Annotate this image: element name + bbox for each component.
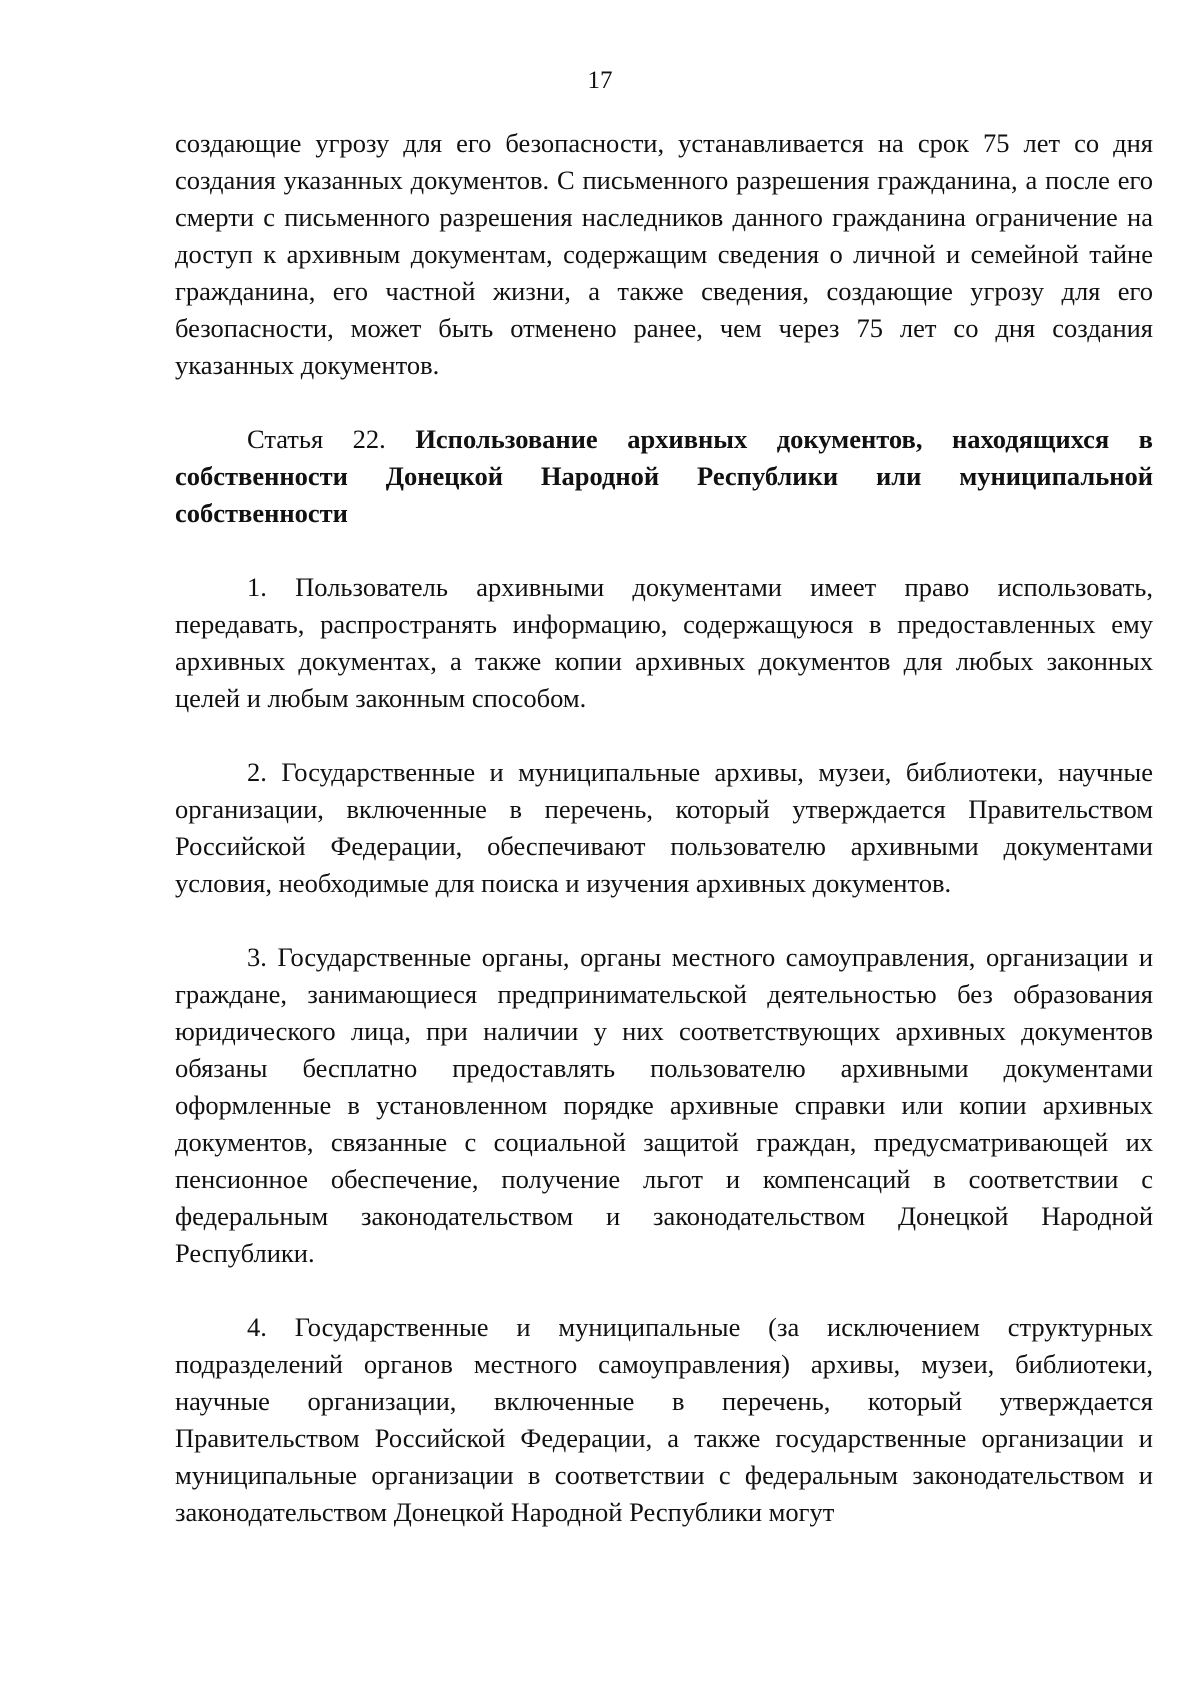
list-item <box>175 569 1153 717</box>
item-text: Государственные и муниципальные (за исключением структурных подразделений органов местного самоуправления) архивы, музеи, библиотеки, научные организации, включенные в перечень, который утверждается Правительством Российской Федерации, а также государственные организации и муниципальные организации в соответствии с федеральным законодательством и законодательством Донецкой Народной Республики могут <box>175 1312 1154 1527</box>
item-number: 2. <box>247 757 267 787</box>
list-item <box>175 754 1153 902</box>
document-body <box>175 125 1153 1531</box>
item-text: Государственные органы, органы местного самоуправления, организации и граждане, занимающиеся предпринимательской деятельностью без образования юридического лица, при наличии у них соответствующих архивных документов обязаны бесплатно предоставлять пользователю архивными документами оформленные в установленном порядке архивные справки или копии архивных документов, связанные с социальной защитой граждан, предусматривающей их пенсионное обеспечение, получение льгот и компенсаций в соответствии с федеральным законодательством и законодательством Донецкой Народной Республики. <box>175 942 1153 1268</box>
list-item <box>175 1309 1153 1531</box>
article-heading <box>175 421 1153 532</box>
item-number: 4. <box>247 1312 267 1342</box>
item-text: Государственные и муниципальные архивы, музеи, библиотеки, научные организации, включенные в перечень, который утверждается Правительством Российской Федерации, обеспечивают пользователю архивными документами условия, необходимые для поиска и изучения архивных документов. <box>175 757 1153 898</box>
item-number: 1. <box>247 572 267 602</box>
page-number: 17 <box>587 67 613 94</box>
intro-paragraph: создающие угрозу для его безопасности, устанавливается на срок 75 лет со дня создания указанных документов. С письменного разрешения гражданина, а после его смерти с письменного разрешения наследников данного гражданина ограничение на доступ к архивным документам, содержащим сведения о личной и семейной тайне гражданина, его частной жизни, а также сведения, создающие угрозу для его безопасности, может быть отменено ранее, чем через 75 лет со дня создания указанных документов. <box>175 128 1153 380</box>
list-item <box>175 939 1153 1272</box>
article-title: Использование архивных документов, находящихся в собственности Донецкой Народной Республики или муниципальной собственности <box>175 424 1153 528</box>
item-text: Пользователь архивными документами имеет право использовать, передавать, распространять информацию, содержащуюся в предоставленных ему архивных документах, а также копии архивных документов для любых законных целей и любым законным способом. <box>175 572 1154 713</box>
item-number: 3. <box>247 942 267 972</box>
article-label: Статья 22. <box>247 424 386 454</box>
